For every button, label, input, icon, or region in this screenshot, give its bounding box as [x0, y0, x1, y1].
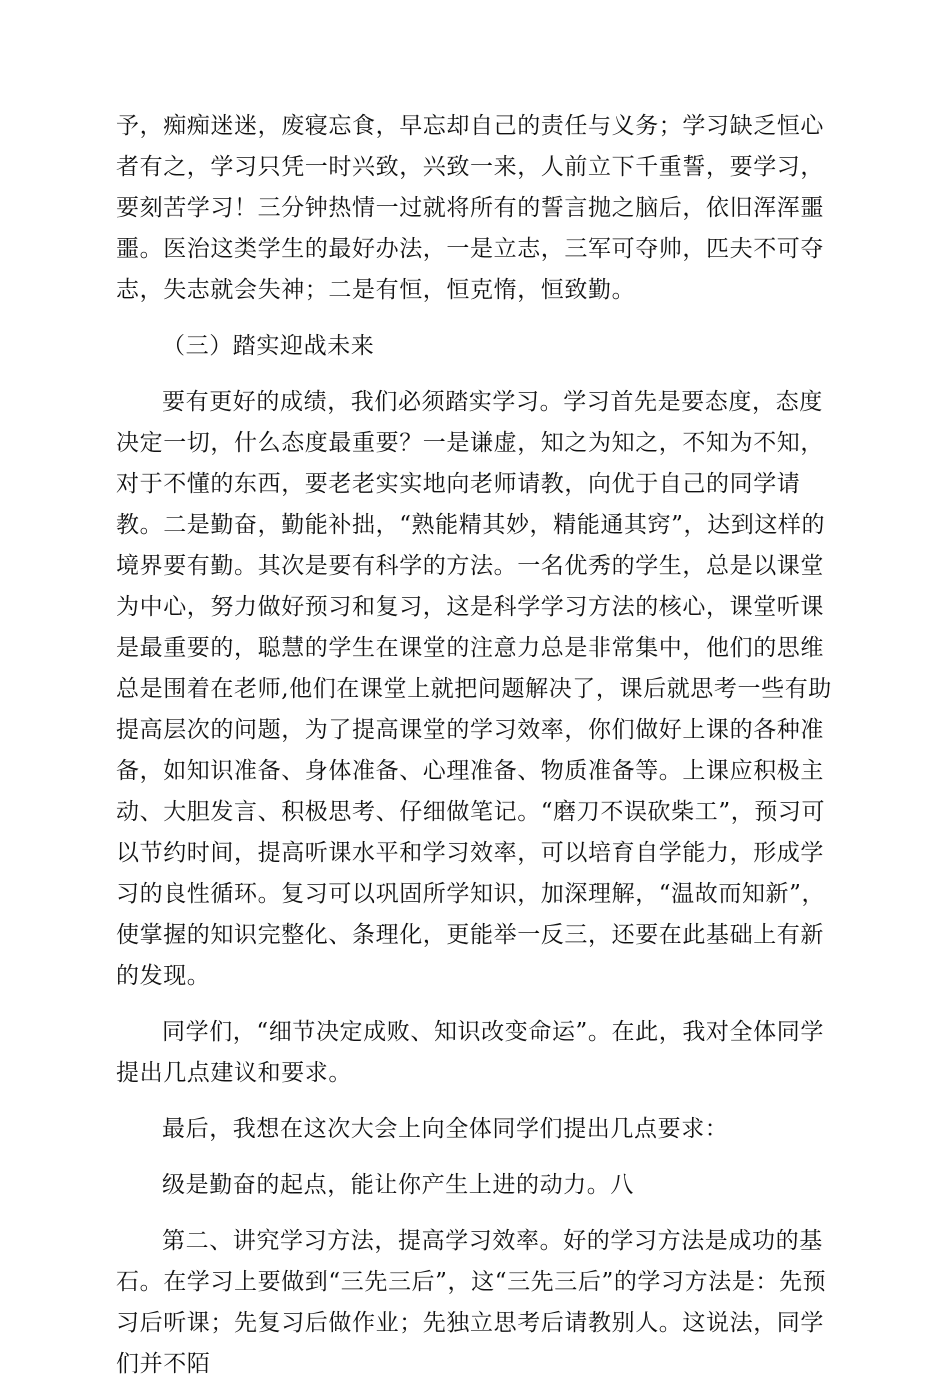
paragraph-gap	[116, 1150, 834, 1165]
document-page	[116, 106, 834, 1385]
paragraph-classmates: 同学们，“细节决定成败、知识改变命运”。在此，我对全体同学提出几点建议和要求。	[116, 1019, 824, 1086]
paragraph-gap	[116, 997, 834, 1012]
paragraph-study-attitude: 要有更好的成绩，我们必须踏实学习。学习首先是要态度，态度决定一切，什么态度最重要？一是谦虚，知之为知之，不知为不知，对于不懂的东西，要老老实实地向老师请教，向优于自己的同学请教。二是勤奋，勤能补拙，“熟能精其妙，精能通其窍”，达到这样的境界要有勤。其次是要有科学的方法。一名优秀的学生，总是以课堂为中心，努力做好预习和复习，这是科学学习方法的核心，课堂听课是最重要的，聪慧的学生在课堂的注意力总是非常集中，他们的思维总是围着在老师,他们在课堂上就把问题解决了，课后就思考一些有助提高层次的问题，为了提高课堂的学习效率，你们做好上课的各种准备，如知识准备、身体准备、心理准备、物质准备等。上课应积极主动、大胆发言、积极思考、仔细做笔记。“磨刀不误砍柴工”，预习可以节约时间，提高听课水平和学习效率，可以培育自学能力，形成学习的良性循环。复习可以巩固所学知识，加深理解，“温故而知新”，使掌握的知识完整化、条理化，更能举一反三，还要在此基础上有新的发现。	[116, 389, 832, 989]
paragraph-requirements-intro: 最后，我想在这次大会上向全体同学们提出几点要求：	[162, 1116, 729, 1142]
paragraph-continuation: 予，痴痴迷迷，废寝忘食，早忘却自己的责任与义务；学习缺乏恒心者有之，学习只凭一时兴致，兴致一来，人前立下千重誓，要学习，要刻苦学习！三分钟热情一过就将所有的誓言抛之脑后，依旧浑浑噩噩。医治这类学生的最好办法，一是立志，三军可夺帅，匹夫不可夺志，失志就会失神；二是有恒，恒克惰，恒致勤。	[116, 113, 824, 303]
paragraph-gap	[116, 1206, 834, 1221]
paragraph-gap	[116, 367, 834, 382]
paragraph-gap	[116, 311, 834, 326]
paragraph-gap	[116, 1094, 834, 1109]
paragraph-study-method: 第二、讲究学习方法，提高学习效率。好的学习方法是成功的基石。在学习上要做到“三先三后”，这“三先三后”的学习方法是：先预习后听课；先复习后做作业；先独立思考后请教别人。这说法，同学们并不陌	[116, 1228, 827, 1377]
section-heading: （三）踏实迎战未来	[162, 333, 375, 359]
paragraph-diligence: 级是勤奋的起点，能让你产生上进的动力。八	[162, 1172, 634, 1198]
